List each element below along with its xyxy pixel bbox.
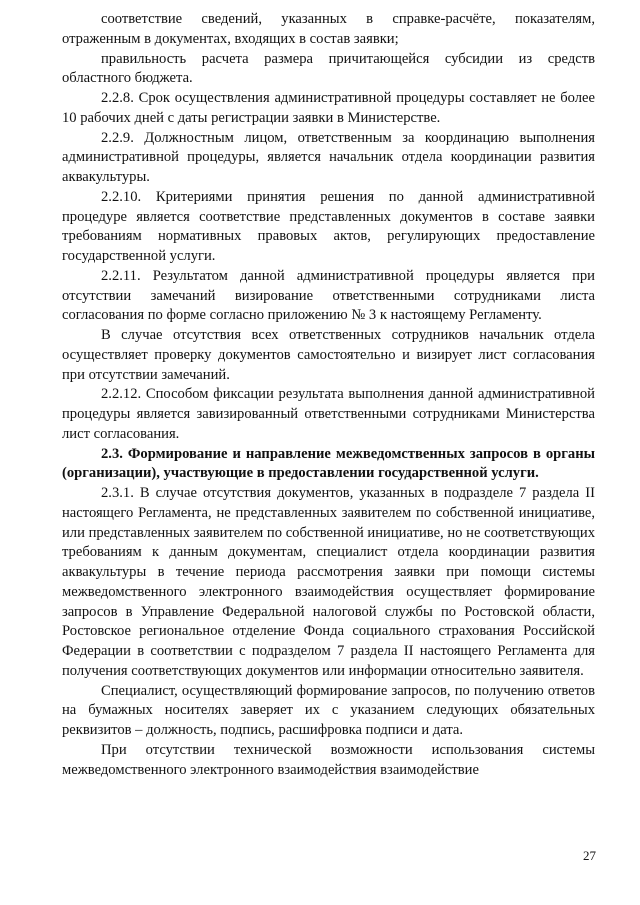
paragraph-2-2-9: 2.2.9. Должностным лицом, ответственным за координацию выполнения административной процедуры, является начальник отдела координации развития аквакультуры. xyxy=(62,129,595,185)
paragraph-specialist-certification: Специалист, осуществляющий формирование запросов, по получению ответов на бумажных носителях заверяет их с указанием следующих обязательных реквизитов – должность, подпись, расшифровка подписи и дата. xyxy=(62,682,595,738)
paragraph-subsidy-calculation: правильность расчета размера причитающейся субсидии из средств областного бюджета. xyxy=(62,50,595,87)
paragraph-2-2-11: 2.2.11. Результатом данной административной процедуры является при отсутствии замечаний визирование ответственными сотрудниками листа согласования по форме согласно приложению № 3 к настоящему Регламенту. xyxy=(62,267,595,324)
paragraph-2-2-8: 2.2.8. Срок осуществления административной процедуры составляет не более 10 рабочих дней с даты регистрации заявки в Министерстве. xyxy=(62,90,595,126)
paragraph-2-3-1: 2.3.1. В случае отсутствия документов, указанных в подразделе 7 раздела II настоящего Регламента, не представленных заявителем по собственной инициативе, или представленных заявителем по собственной инициативе, но не соответствующих требованиям к данным документам, специалист отдела координации развития аквакультуры в течение периода рассмотрения заявки при помощи системы межведомственного электронного взаимодействия осуществляет формирование запросов в Управление Федеральной налоговой службы по Ростовской области, Ростовское региональное отделение Фонда социального страхования Российской Федерации в соответствии с подразделом 7 раздела II настоящего Регламента для получения соответствующих документов или информации относительно заявителя. xyxy=(62,485,595,679)
document-page xyxy=(62,10,595,780)
paragraph-2-2-12: 2.2.12. Способом фиксации результата выполнения данной административной процедуры является завизированный ответственными сотрудниками Министерства лист согласования. xyxy=(62,386,595,442)
paragraph-compliance-check: соответствие сведений, указанных в справке-расчёте, показателям, отраженным в документах, входящих в состав заявки; xyxy=(62,11,595,47)
section-heading-2-3: 2.3. Формирование и направление межведомственных запросов в органы (организации), участвующие в предоставлении государственной услуги. xyxy=(62,445,595,482)
paragraph-2-2-10: 2.2.10. Критериями принятия решения по данной административной процедуре является соответствие представленных документов в составе заявки требованиям нормативных правовых актов, регулирующих предоставление государственной услуги. xyxy=(62,188,595,264)
page-number: 27 xyxy=(583,848,596,863)
paragraph-technical-absence: При отсутствии технической возможности использования системы межведомственного электронного взаимодействия взаимодействие xyxy=(62,741,595,778)
paragraph-absence-of-staff: В случае отсутствия всех ответственных сотрудников начальник отдела осуществляет проверку документов самостоятельно и визирует лист согласования при отсутствии замечаний. xyxy=(62,327,595,383)
